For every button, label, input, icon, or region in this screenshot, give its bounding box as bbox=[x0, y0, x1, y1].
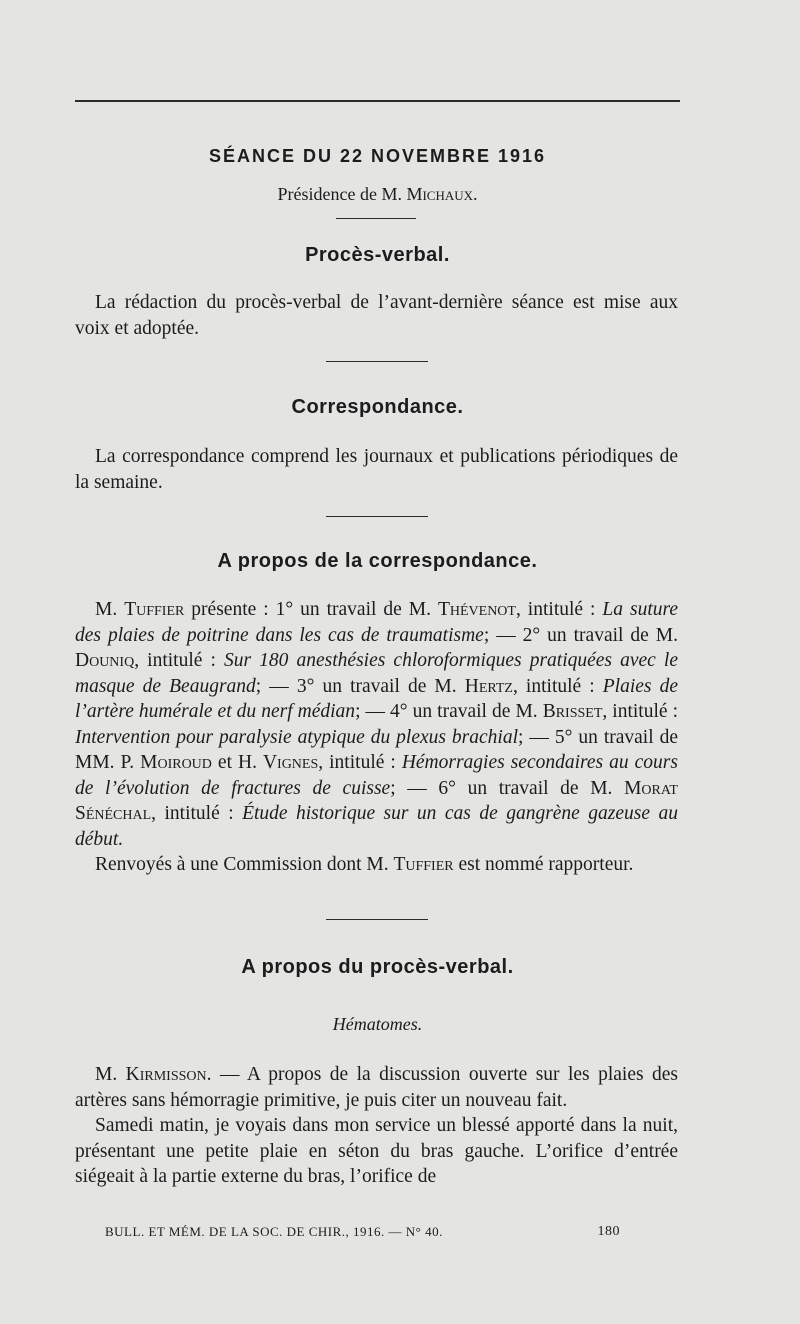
presidence-prefix: Présidence de M. bbox=[277, 184, 407, 204]
paragraph: La rédaction du procès-verbal de l’avant-dernière séance est mise aux voix et adoptée. bbox=[75, 292, 678, 339]
text-run: présente : 1° un travail de M. bbox=[184, 599, 438, 620]
divider bbox=[326, 919, 428, 920]
section-title-proces-verbal: Procès-verbal. bbox=[305, 244, 450, 266]
text-run: , intitulé : bbox=[318, 752, 402, 773]
text-run: M. bbox=[95, 1064, 126, 1085]
divider bbox=[336, 218, 416, 219]
work-title: La suture des plaies de poitrine dans les cas de traumatisme bbox=[75, 599, 679, 646]
session-heading: SÉANCE DU 22 NOVEMBRE 1916 bbox=[208, 146, 547, 166]
text-run: est nommé rapporteur. bbox=[453, 854, 634, 875]
work-title: Plaies de l’artère humérale et du nerf médian bbox=[75, 675, 678, 722]
text-run: , intitulé : bbox=[134, 650, 224, 671]
a-propos-proces-verbal-text bbox=[75, 1062, 678, 1190]
paragraph: La correspondance comprend les journaux et publications périodiques de la semaine. bbox=[75, 446, 678, 493]
text-run: . — A propos de la discussion ouverte sur les plaies des artères sans hémorragie primitive, je puis citer un nouveau fait. bbox=[75, 1064, 678, 1111]
work-title: Hémorragies secondaires au cours de l’évolution de fractures de cuisse bbox=[75, 752, 678, 799]
subsection-title: Hématomes. bbox=[332, 1014, 423, 1034]
correspondance-text bbox=[75, 444, 678, 495]
work-title: Sur 180 anesthésies chloroformiques pratiquées avec le masque de Beaugrand bbox=[75, 650, 678, 697]
paragraph bbox=[75, 852, 678, 878]
page-footer bbox=[105, 1224, 620, 1240]
section-title-a-propos-proces-verbal: A propos du procès-verbal. bbox=[241, 956, 514, 978]
text-run: , intitulé : bbox=[602, 701, 678, 722]
person-name: Thévenot bbox=[437, 599, 516, 620]
text-run: ; — 2° un travail de M. bbox=[483, 624, 678, 646]
work-title: Intervention pour paralysie atypique du plexus brachial bbox=[75, 726, 519, 748]
paragraph bbox=[75, 597, 678, 852]
person-name: Tuffier bbox=[124, 599, 185, 620]
person-name: Kirmisson bbox=[125, 1064, 207, 1085]
paragraph bbox=[75, 1062, 678, 1113]
person-name: Hertz bbox=[464, 675, 513, 697]
text-run: ; — 3° un travail de M. bbox=[255, 675, 465, 697]
text-run: et H. bbox=[211, 752, 263, 773]
divider bbox=[326, 361, 428, 362]
text-run: M. bbox=[95, 599, 125, 620]
paragraph: Samedi matin, je voyais dans mon service un blessé apporté dans la nuit, présentant une petite plaie en séton du bras gauche. L’orifice d’entrée siégeait à la partie externe du bras, l’orifice de bbox=[75, 1115, 678, 1187]
person-name: Douniq bbox=[75, 650, 135, 671]
text-run: , intitulé : bbox=[151, 803, 243, 824]
text-run: , intitulé : bbox=[512, 675, 603, 697]
text-run: Renvoyés à une Commission dont M. bbox=[95, 854, 394, 875]
text-run: , intitulé : bbox=[515, 599, 603, 620]
a-propos-correspondance-text bbox=[75, 597, 678, 878]
proces-verbal-text bbox=[75, 290, 678, 341]
top-rule bbox=[75, 100, 680, 102]
presidence-line bbox=[75, 184, 680, 205]
section-title-correspondance: Correspondance. bbox=[291, 396, 464, 418]
footer-citation: BULL. ET MÉM. DE LA SOC. DE CHIR., 1916. — N° 40. bbox=[105, 1224, 443, 1239]
divider bbox=[326, 516, 428, 517]
page-number: 180 bbox=[597, 1224, 620, 1239]
person-name: Brisset bbox=[542, 701, 603, 722]
president-name: Michaux. bbox=[406, 184, 478, 204]
person-name: Tuffier bbox=[393, 854, 454, 875]
person-name: Vignes bbox=[262, 752, 319, 773]
person-name: Moiroud bbox=[140, 752, 212, 773]
text-run: ; — 5° un travail de MM. P. bbox=[75, 726, 678, 773]
section-title-a-propos-correspondance: A propos de la correspondance. bbox=[217, 550, 538, 572]
person-name: Morat Sénéchal bbox=[75, 777, 678, 824]
text-run: ; — 6° un travail de M. bbox=[390, 777, 625, 799]
text-run: ; — 4° un travail de M. bbox=[355, 701, 543, 722]
work-title: Étude historique sur un cas de gangrène gazeuse au début. bbox=[75, 803, 678, 850]
